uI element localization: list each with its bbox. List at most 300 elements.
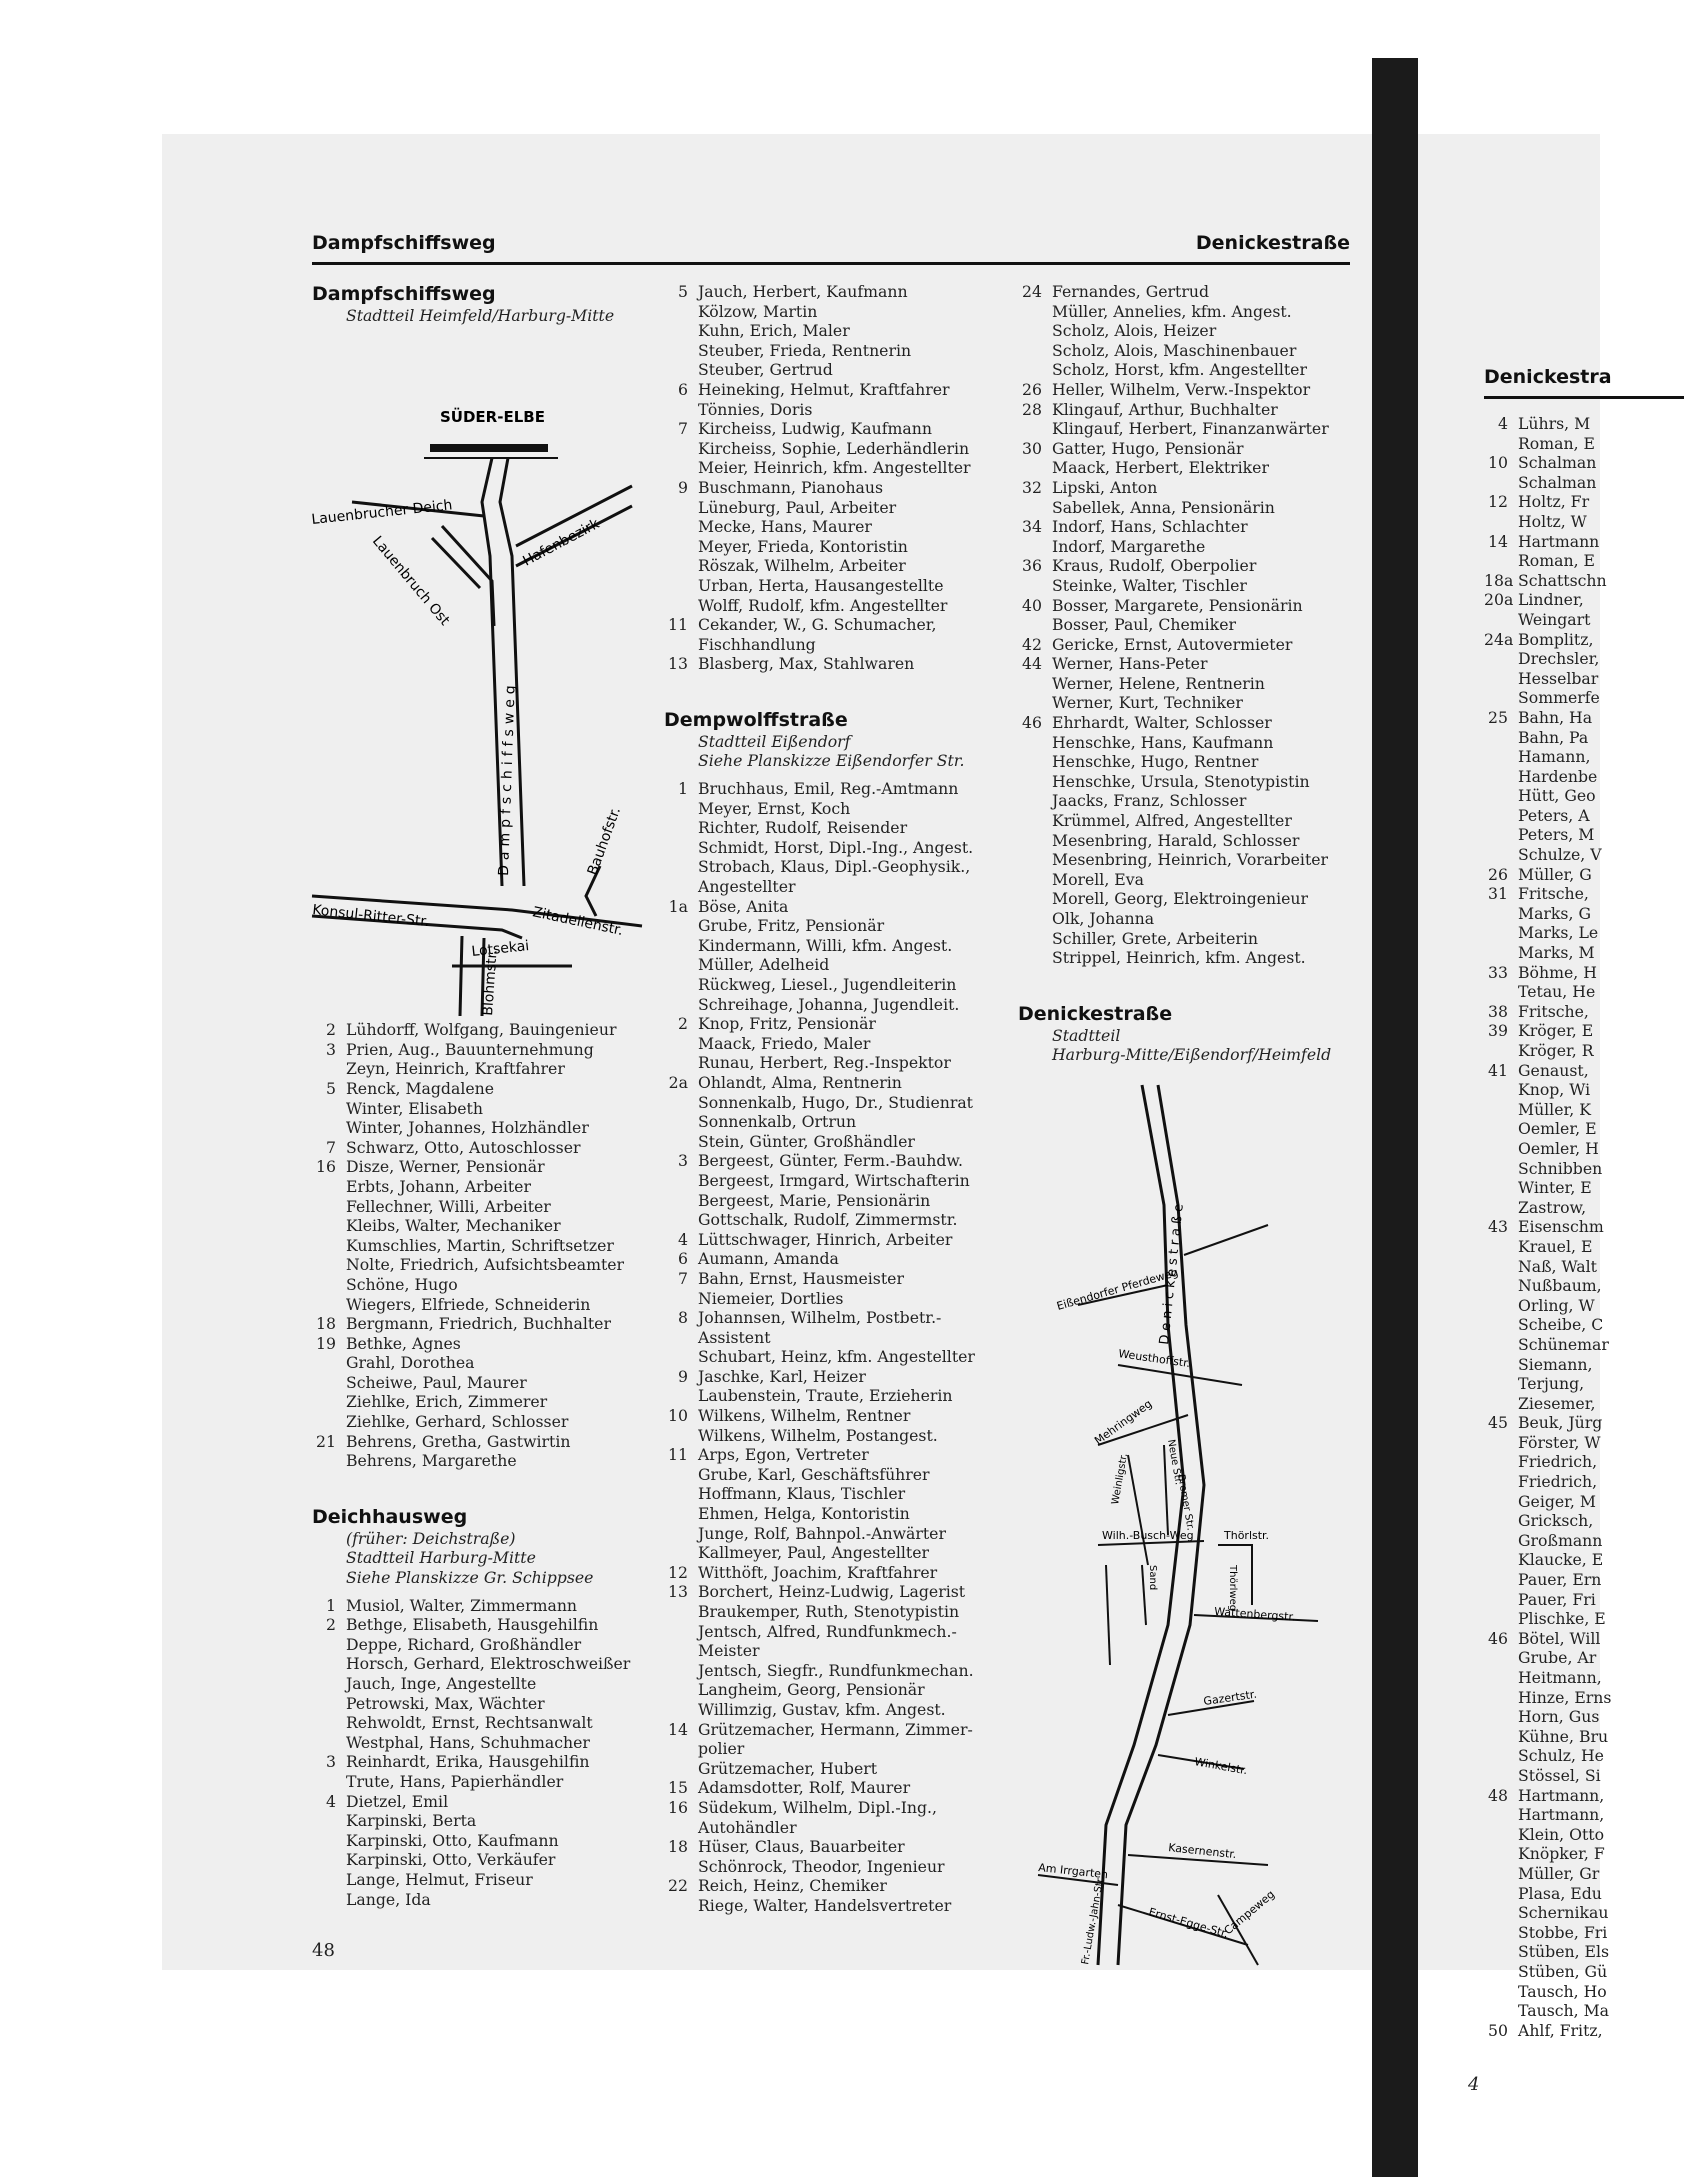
map-label: Thörlstr. [1224,1528,1270,1542]
directory-entry [664,1876,1004,1896]
house-number: 14 [668,1719,688,1739]
resident-text: Roman, E [1518,551,1596,571]
resident-text: Knop, Fritz, Pensionär [698,1014,876,1034]
directory-entry [1018,850,1358,870]
house-number: 33 [1488,962,1508,982]
resident-text: Dietzel, Emil [346,1791,449,1811]
directory-entry [1484,1061,1684,1081]
resident-text: Müller, Adelheid [698,955,830,975]
resident-text: Wiegers, Elfriede, Schneiderin [346,1294,591,1314]
resident-text: Förster, W [1518,1432,1601,1452]
resident-text: Friedrich, [1518,1472,1598,1492]
resident-text: Geiger, M [1518,1491,1596,1511]
directory-entry [1484,1100,1684,1120]
directory-entry [664,1602,1004,1622]
resident-text: Maack, Herbert, Elektriker [1052,458,1269,478]
directory-entry [312,1216,652,1236]
resident-text: Ohlandt, Alma, Rentnerin [698,1072,902,1092]
directory-entry [1018,870,1358,890]
directory-entry [312,1870,652,1890]
resident-text: Ziehlke, Gerhard, Schlosser [346,1412,569,1432]
resident-text: Kühne, Bru [1518,1726,1609,1746]
resident-text: Hartmann [1518,531,1600,551]
directory-entry [664,1543,1004,1563]
directory-entry [664,1563,1004,1583]
resident-text: Zeyn, Heinrich, Kraftfahrer [346,1059,565,1079]
directory-entry [664,1191,1004,1211]
running-header-left: Dampfschiffsweg [312,232,496,254]
resident-text: Mecke, Hans, Maurer [698,517,872,537]
directory-entry [1484,1315,1684,1335]
resident-text: Schmidt, Horst, Dipl.-Ing., Angest. [698,837,974,857]
directory-entry [1484,492,1684,512]
map-label: Am Irrgarten [1037,1861,1109,1882]
directory-entry [664,1426,1004,1446]
directory-entry [1484,1374,1684,1394]
resident-text: Bötel, Will [1518,1628,1601,1648]
directory-entry [664,1269,1004,1289]
directory-entry [664,380,1004,400]
house-number: 9 [678,477,688,497]
house-number: 12 [668,1562,688,1582]
resident-text: Marks, Le [1518,923,1599,943]
directory-entry [664,1151,1004,1171]
directory-entry [1484,865,1684,885]
resident-text: Tausch, Ho [1518,1981,1607,2001]
directory-entry [1484,1727,1684,1747]
directory-entry [664,995,1004,1015]
resident-text: Borchert, Heinz-Ludwig, Lagerist [698,1582,966,1602]
house-number: 13 [668,654,688,674]
directory-entry [1484,1021,1684,1041]
house-number: 11 [668,1445,688,1465]
resident-text: Fernandes, Gertrud [1052,282,1209,301]
resident-text: Maack, Friedo, Maler [698,1033,871,1053]
directory-entry [664,1641,1004,1661]
resident-text: Plasa, Edu [1518,1883,1602,1903]
resident-text: Knöpker, F [1518,1844,1605,1864]
house-number: 4 [326,1791,336,1811]
resident-text: Grube, Ar [1518,1648,1597,1668]
resident-text: Kleibs, Walter, Mechaniker [346,1216,561,1236]
directory-entry [664,360,1004,380]
directory-entry [664,537,1004,557]
directory-entry [312,1392,652,1412]
directory-entry [664,1034,1004,1054]
district-label: Harburg-Mitte/Eißendorf/Heimfeld [1052,1045,1332,1065]
directory-entry [1484,473,1684,493]
map-label: Mehringweg [1092,1397,1155,1448]
resident-text: Behrens, Gretha, Gastwirtin [346,1431,571,1451]
resident-text: Stüben, Gü [1518,1961,1608,1981]
directory-entry [312,1373,652,1393]
directory-entry [1484,590,1684,610]
header-rule [312,262,1350,265]
directory-entry [1484,1492,1684,1512]
directory-entry [312,1733,652,1753]
resident-text: Grützemacher, Hubert [698,1758,878,1778]
resident-text: Krümmel, Alfred, Angestellter [1052,811,1292,831]
resident-text: Hamann, [1518,747,1591,767]
map-dampfschiffsweg [312,326,652,1016]
resident-text: Urban, Herta, Hausangestellte [698,575,944,595]
house-number: 2a [668,1072,688,1092]
directory-entry [1484,1942,1684,1962]
subtitle: (früher: Deichstraße) [346,1528,516,1548]
house-number: 45 [1488,1413,1508,1433]
map-label: Neue Str. [1165,1438,1184,1486]
resident-text: Erbts, Johann, Arbeiter [346,1176,531,1196]
resident-text: Stüben, Els [1518,1942,1610,1962]
directory-entry [664,1132,1004,1152]
directory-entry [664,1465,1004,1485]
directory-entry [1018,654,1358,674]
directory-entry [1484,728,1684,748]
directory-entry [1484,1688,1684,1708]
resident-text: Lührs, M [1518,414,1591,433]
resident-text: Cekander, W., G. Schumacher, [698,615,937,635]
directory-entry [1484,1629,1684,1649]
directory-entry [312,1654,652,1674]
resident-text: Eisenschm [1518,1217,1604,1237]
directory-entry [664,478,1004,498]
house-number: 10 [668,1406,688,1426]
directory-entry [1484,708,1684,728]
resident-text: Klaucke, E [1518,1550,1604,1570]
directory-entry [1484,1962,1684,1982]
resident-text: Kircheiss, Ludwig, Kaufmann [698,419,932,439]
house-number: 24 [1022,282,1042,301]
directory-entry [1018,380,1358,400]
directory-entry [1484,825,1684,845]
directory-entry [312,1255,652,1275]
entry-list [312,1020,652,1471]
resident-text: Rehwoldt, Ernst, Rechtsanwalt [346,1713,593,1733]
directory-entry [664,1073,1004,1093]
directory-entry [664,458,1004,478]
resident-text: Werner, Hans-Peter [1052,654,1208,674]
directory-entry [1484,747,1684,767]
directory-entry [664,1778,1004,1798]
house-number: 46 [1022,713,1042,733]
house-number: 3 [678,1151,688,1171]
entry-list [664,779,1004,1915]
house-number: 48 [1488,1785,1508,1805]
directory-entry [1018,889,1358,909]
directory-entry [1018,360,1358,380]
directory-entry [1484,1198,1684,1218]
directory-entry [1484,2001,1684,2021]
house-number: 18 [316,1314,336,1334]
directory-entry [664,1053,1004,1073]
resident-text: Rückweg, Liesel., Jugendleiterin [698,975,957,994]
directory-entry [664,1680,1004,1700]
directory-entry [1484,1472,1684,1492]
directory-entry [1018,674,1358,694]
resident-text: Südekum, Wilhelm, Dipl.-Ing., [698,1797,938,1817]
resident-text: Gericke, Ernst, Autovermieter [1052,634,1293,654]
resident-text: Fritsche, [1518,884,1589,904]
map-label: Dampfschiffsweg [496,679,519,876]
resident-text: Lange, Helmut, Friseur [346,1869,533,1889]
directory-entry [1484,1609,1684,1629]
map-label: Hafenbezirk [520,515,603,570]
directory-entry [1018,341,1358,361]
resident-text: Kröger, E [1518,1021,1594,1041]
resident-text: Schalman [1518,453,1597,473]
resident-text: Kircheiss, Sophie, Lederhändlerin [698,438,970,458]
resident-text: Hartmann, [1518,1785,1605,1805]
resident-text: Riege, Walter, Handelsvertreter [698,1895,952,1915]
directory-entry [1018,596,1358,616]
resident-text: Pauer, Ern [1518,1570,1602,1590]
directory-entry [664,1798,1004,1818]
resident-text: Scheibe, C [1518,1315,1604,1335]
resident-text: Schöne, Hugo [346,1274,458,1294]
map-label: Lotsekai [470,937,530,960]
directory-entry [1484,1041,1684,1061]
resident-text: Kraus, Rudolf, Oberpolier [1052,556,1257,576]
resident-text: Schernikau [1518,1903,1609,1923]
directory-entry [664,1661,1004,1681]
resident-text: Richter, Rudolf, Reisender [698,818,908,838]
directory-entry [1018,733,1358,753]
house-number: 36 [1022,556,1042,576]
resident-text: Jentsch, Alfred, Rundfunkmech.- [698,1621,957,1641]
directory-entry [1484,923,1684,943]
directory-entry [1018,458,1358,478]
directory-entry [664,1504,1004,1524]
resident-text: Schreihage, Johanna, Jugendleit. [698,994,960,1014]
directory-entry [664,1289,1004,1309]
resident-text: Fischhandlung [698,634,816,654]
directory-entry [312,1713,652,1733]
resident-text: Steuber, Gertrud [698,360,833,380]
resident-text: Schönrock, Theodor, Ingenieur [698,1856,945,1876]
directory-entry [312,1157,652,1177]
directory-entry [1484,1217,1684,1237]
house-number: 14 [1488,531,1508,551]
directory-entry [664,321,1004,341]
directory-entry [664,1406,1004,1426]
resident-text: Kröger, R [1518,1041,1594,1060]
directory-entry [1018,791,1358,811]
resident-text: Horsch, Gerhard, Elektroschweißer [346,1654,631,1674]
resident-text: Marks, G [1518,903,1591,923]
house-number: 13 [668,1582,688,1602]
house-number: 26 [1022,379,1042,399]
house-number: 15 [668,1778,688,1798]
map-label: Denickestraße [1157,1199,1188,1346]
resident-text: Oemler, H [1518,1138,1599,1158]
map-label: SÜDER-ELBE [440,407,545,426]
directory-entry [312,1831,652,1851]
resident-text: Scheiwe, Paul, Maurer [346,1372,527,1392]
resident-text: Drechsler, [1518,649,1600,669]
resident-text: Strobach, Klaus, Dipl.-Geophysik., [698,857,971,877]
directory-entry [1484,1178,1684,1198]
next-page-column [1484,414,1684,2040]
directory-entry [1484,571,1684,591]
directory-entry [1484,1394,1684,1414]
directory-entry [664,1171,1004,1191]
resident-text: Lange, Ida [346,1889,431,1909]
directory-entry [664,916,1004,936]
directory-entry [1484,453,1684,473]
resident-text: Angestellter [698,877,796,897]
directory-entry [1484,1786,1684,1806]
resident-text: Krauel, E [1518,1236,1593,1256]
directory-entry [1018,615,1358,635]
directory-entry [664,1739,1004,1759]
house-number: 7 [326,1137,336,1157]
resident-text: Bomplitz, [1518,629,1594,649]
house-number: 43 [1488,1217,1508,1237]
directory-entry [312,1275,652,1295]
directory-entry [1484,1296,1684,1316]
directory-entry [664,1720,1004,1740]
house-number: 3 [326,1752,336,1772]
directory-entry [664,975,1004,995]
house-number: 22 [668,1876,688,1896]
resident-text: Knop, Wi [1518,1080,1591,1100]
resident-text: Musiol, Walter, Zimmermann [346,1595,578,1615]
directory-entry [1484,1884,1684,1904]
directory-entry [1484,669,1684,689]
directory-entry [1484,1413,1684,1433]
directory-entry [1484,649,1684,669]
resident-text: Karpinski, Berta [346,1811,477,1831]
resident-text: Werner, Helene, Rentnerin [1052,673,1265,693]
house-number: 16 [668,1797,688,1817]
directory-entry [1484,943,1684,963]
resident-text: Ziesemer, [1518,1393,1596,1413]
resident-text: Wilkens, Wilhelm, Postangest. [698,1425,938,1445]
resident-text: Scholz, Horst, kfm. Angestellter [1052,360,1307,380]
resident-text: Pauer, Fri [1518,1589,1596,1609]
house-number: 18 [668,1837,688,1857]
resident-text: Morell, Georg, Elektroingenieur [1052,889,1309,909]
section-title-denickestrasse: Denickestraße [1018,1002,1173,1025]
directory-entry [1018,909,1358,929]
resident-text: Kallmeyer, Paul, Angestellter [698,1543,929,1563]
directory-entry [664,838,1004,858]
resident-text: Fritsche, [1518,1001,1589,1021]
map-label: Wattenbergstr. [1213,1604,1296,1624]
house-number: 9 [678,1366,688,1386]
resident-text: Petrowski, Max, Wächter [346,1693,545,1713]
resident-text: Heineking, Helmut, Kraftfahrer [698,379,950,399]
directory-entry [1018,302,1358,322]
directory-entry [664,1210,1004,1230]
resident-text: Ziehlke, Erich, Zimmerer [346,1392,548,1412]
map-label: Kasernenstr. [1167,1841,1238,1862]
directory-entry [1484,1355,1684,1375]
directory-entry [664,400,1004,420]
directory-entry [1484,845,1684,865]
house-number: 31 [1488,884,1508,904]
directory-entry [1018,400,1358,420]
house-number: 1 [678,779,688,799]
directory-entry [1484,884,1684,904]
directory-entry [1484,1276,1684,1296]
resident-text: Roman, E [1518,433,1596,453]
directory-entry [1018,517,1358,537]
directory-entry [664,341,1004,361]
directory-entry [664,1622,1004,1642]
resident-text: Meier, Heinrich, kfm. Angestellter [698,458,971,478]
resident-text: Assistent [698,1327,771,1347]
directory-entry [664,1367,1004,1387]
resident-text: Junge, Rolf, Bahnpol.-Anwärter [698,1523,946,1543]
resident-text: Genaust, [1518,1060,1589,1080]
directory-entry [1484,1511,1684,1531]
map-label: Lauenbruch Ost [368,532,453,629]
directory-entry [312,1694,652,1714]
directory-entry [664,1818,1004,1838]
directory-entry [312,1314,652,1334]
directory-entry [1018,713,1358,733]
resident-text: Nolte, Friedrich, Aufsichtsbeamter [346,1255,625,1275]
resident-text: Hinze, Erns [1518,1687,1612,1707]
resident-text: Jaschke, Karl, Heizer [698,1366,866,1386]
page-number: 48 [312,1940,335,1961]
directory-entry [664,1837,1004,1857]
directory-entry [664,556,1004,576]
directory-entry [312,1451,652,1471]
resident-text: Naß, Walt [1518,1256,1597,1276]
resident-text: polier [698,1739,745,1759]
directory-entry [1484,1550,1684,1570]
directory-entry [312,1792,652,1812]
map-label: Winkelstr. [1193,1755,1249,1778]
book-binding [1372,58,1418,2177]
directory-entry [664,1700,1004,1720]
resident-text: Hüser, Claus, Bauarbeiter [698,1837,905,1857]
house-number: 40 [1022,595,1042,615]
resident-text: Grahl, Dorothea [346,1353,475,1373]
directory-entry [664,877,1004,897]
next-page-running-header: Denickestra [1484,366,1612,388]
resident-text: Horn, Gus [1518,1707,1600,1727]
directory-entry [312,1890,652,1910]
map-label: Zitadellenstr. [531,903,625,939]
directory-entry [1018,498,1358,518]
resident-text: Willimzig, Gustav, kfm. Angest. [698,1699,946,1719]
column-3 [1018,282,1358,1970]
house-number: 7 [678,1268,688,1288]
directory-entry [1018,282,1358,302]
map-label: Konsul-Ritter-Str. [311,901,431,930]
resident-text: Aumann, Amanda [698,1249,839,1269]
directory-entry [312,1353,652,1373]
resident-text: Jauch, Inge, Angestellte [346,1674,537,1693]
house-number: 34 [1022,517,1042,537]
directory-entry [1484,1668,1684,1688]
map-label: Wilh.-Busch-Weg [1102,1528,1194,1542]
resident-text: Sonnenkalb, Hugo, Dr., Studienrat [698,1092,973,1112]
directory-entry [664,1759,1004,1779]
directory-entry [1484,1002,1684,1022]
resident-text: Böse, Anita [698,896,789,916]
resident-text: Karpinski, Otto, Verkäufer [346,1850,556,1870]
directory-entry [1018,576,1358,596]
map-label: Gazertstr. [1202,1687,1258,1708]
directory-entry [312,1118,652,1138]
resident-text: Laubenstein, Traute, Erzieherin [698,1386,953,1406]
resident-text: Grube, Karl, Geschäftsführer [698,1464,930,1484]
resident-text: Bosser, Paul, Chemiker [1052,615,1236,635]
